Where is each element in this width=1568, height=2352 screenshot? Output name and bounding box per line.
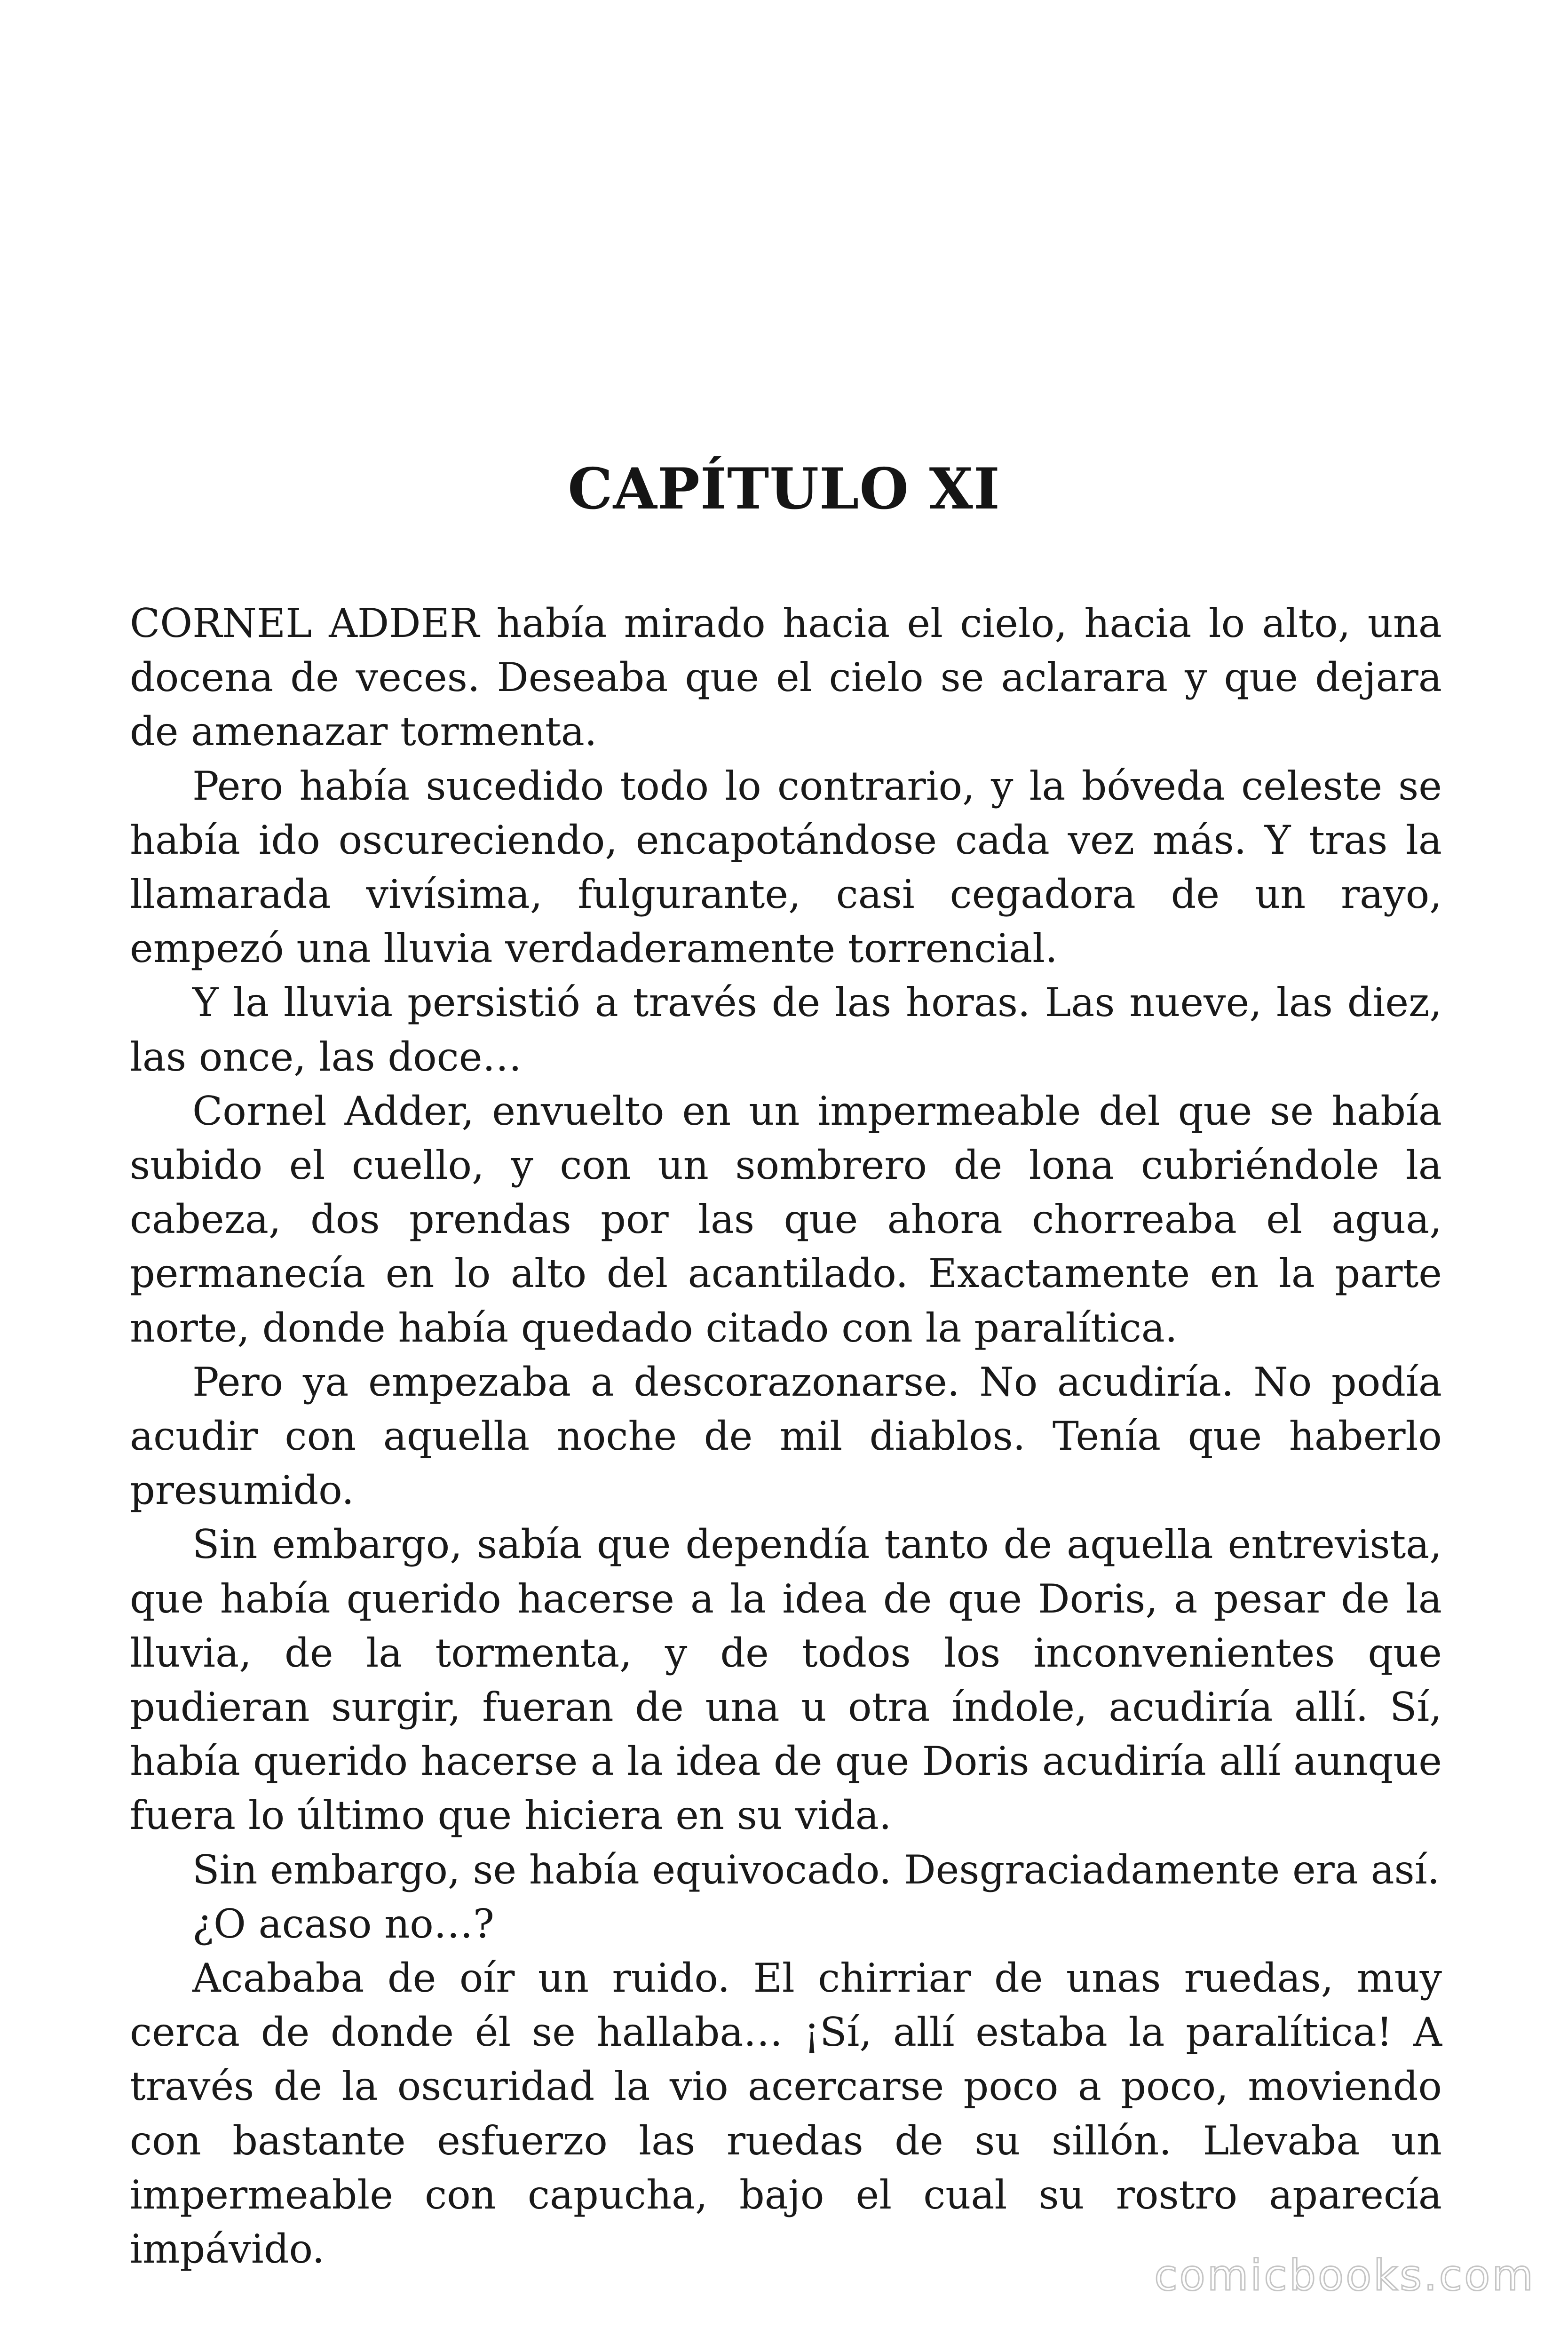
paragraph: Acababa de oír un ruido. El chirriar de unas ruedas, muy cerca de donde él se hallaba… ¡Sí, allí estaba la paralítica! A través de la oscuridad la vio acercarse poco a poco, moviendo con bastante esfuerzo las ruedas de su sillón. Llevaba un impermeable con capucha, bajo el cual su rostro aparecía impávido.	[130, 1955, 1442, 2273]
paragraph: Sin embargo, sabía que dependía tanto de aquella entrevista, que había querido hacerse a la idea de que Doris, a pesar de la lluvia, de la tormenta, y de todos los inconvenientes que pudieran surgir, fueran de una u otra índole, acudiría allí. Sí, había querido hacerse a la idea de que Doris acudiría allí aunque fuera lo último que hiciera en su vida.	[130, 1521, 1442, 1839]
chapter-body	[130, 596, 1442, 2276]
paragraph: Sin embargo, se había equivocado. Desgraciadamente era así.	[192, 1846, 1440, 1893]
chapter-title: CAPÍTULO XI	[568, 456, 1000, 522]
paragraph: ¿O acaso no…?	[192, 1900, 494, 1947]
watermark: comicbooks.com	[1154, 2251, 1535, 2300]
paragraph: Y la lluvia persistió a través de las horas. Las nueve, las diez, las once, las doce…	[130, 979, 1442, 1080]
paragraph: CORNEL ADDER había mirado hacia el cielo, hacia lo alto, una docena de veces. Deseaba que el cielo se aclarara y que dejara de amenazar tormenta.	[130, 600, 1442, 755]
paragraph: Cornel Adder, envuelto en un impermeable del que se había subido el cuello, y con un sombrero de lona cubriéndole la cabeza, dos prendas por las que ahora chorreaba el agua, permanecía en lo alto del acantilado. Exactamente en la parte norte, donde había quedado citado con la paralítica.	[130, 1088, 1442, 1351]
paragraph: Pero había sucedido todo lo contrario, y la bóveda celeste se había ido oscureciendo, encapotándose cada vez más. Y tras la llamarada vivísima, fulgurante, casi cegadora de un rayo, empezó una lluvia verdaderamente torrencial.	[130, 763, 1442, 972]
paragraph: Pero ya empezaba a descorazonarse. No acudiría. No podía acudir con aquella noche de mil diablos. Tenía que haberlo presumido.	[130, 1359, 1442, 1514]
